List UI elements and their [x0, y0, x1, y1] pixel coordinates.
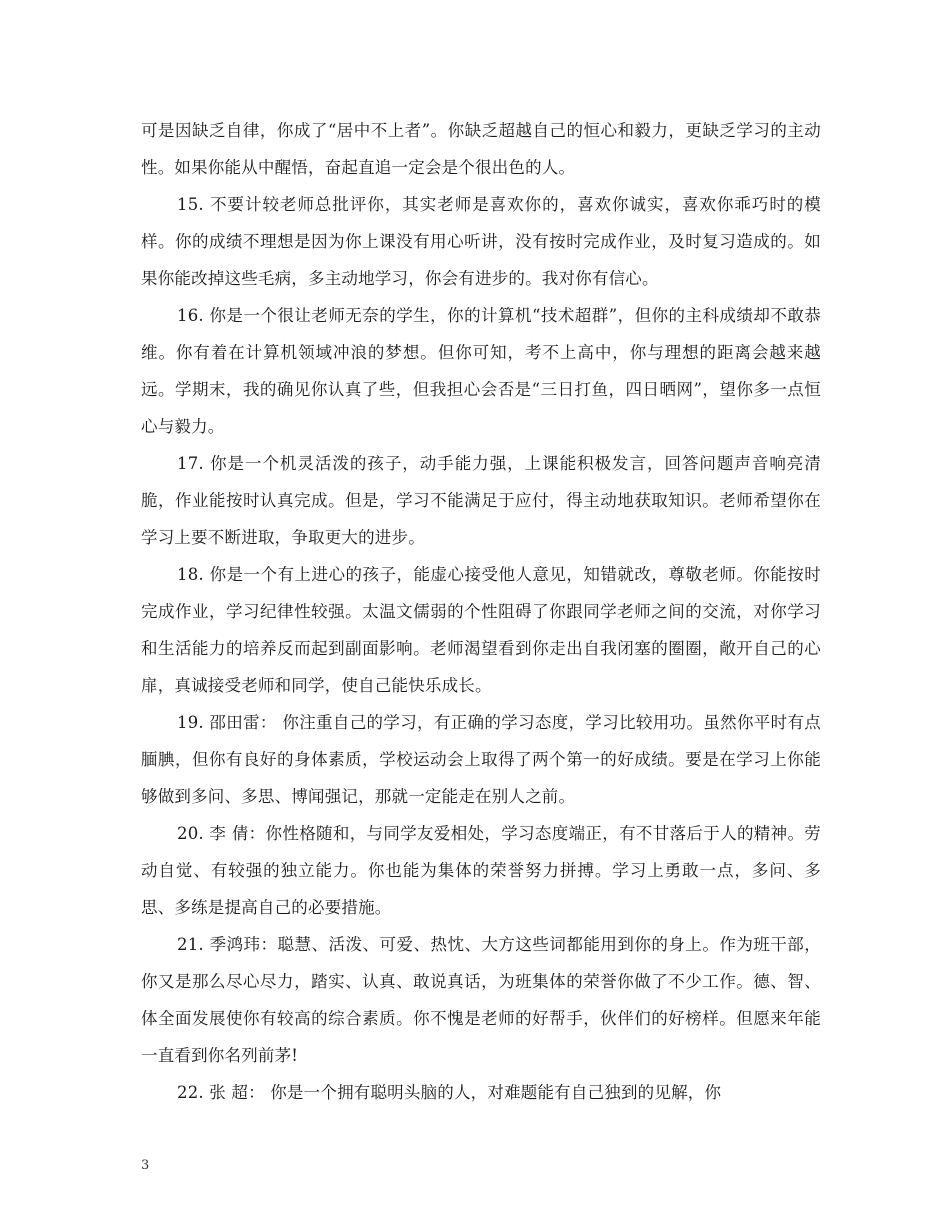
paragraph-20: 20. 李 倩：你性格随和，与同学友爱相处，学习态度端正，有不甘落后于人的精神。劳动自觉、有较强的独立能力。你也能为集体的荣誉努力拼搏。学习上勇敢一点，多问、多思、多练是提高自己的必要措施。 — [141, 824, 821, 917]
paragraph-17: 17. 你是一个机灵活泼的孩子，动手能力强，上课能积极发言，回答问题声音响亮清脆，作业能按时认真完成。但是，学习不能满足于应付，得主动地获取知识。老师希望你在学习上要不断进取，争取更大的进步。 — [141, 454, 821, 547]
paragraph-15: 15. 不要计较老师总批评你，其实老师是喜欢你的，喜欢你诚实，喜欢你乖巧时的模样。你的成绩不理想是因为你上课没有用心听讲，没有按时完成作业，及时复习造成的。如果你能改掉这些毛病，多主动地学习，你会有进步的。我对你有信心。 — [141, 195, 821, 288]
paragraph-18: 18. 你是一个有上进心的孩子，能虚心接受他人意见，知错就改，尊敬老师。你能按时完成作业，学习纪律性较强。太温文儒弱的个性阻碍了你跟同学老师之间的交流，对你学习和生活能力的培养反而起到副面影响。老师渴望看到你走出自我闭塞的圈圈，敞开自己的心扉，真诚接受老师和同学，使自己能快乐成长。 — [141, 565, 821, 695]
paragraph-22: 22. 张 超： 你是一个拥有聪明头脑的人，对难题能有自己独到的见解，你 — [177, 1083, 722, 1102]
document-body — [141, 112, 821, 1111]
page-number: 3 — [141, 1158, 150, 1173]
paragraph-continuation: 可是因缺乏自律，你成了“居中不上者”。你缺乏超越自己的恒心和毅力，更缺乏学习的主动性。如果你能从中醒悟，奋起直追一定会是个很出色的人。 — [141, 121, 821, 177]
paragraph-21: 21. 季鸿玮：聪慧、活泼、可爱、热忱、大方这些词都能用到你的身上。作为班干部，你又是那么尽心尽力，踏实、认真、敢说真话，为班集体的荣誉你做了不少工作。德、智、体全面发展使你有较高的综合素质。你不愧是老师的好帮手，伙伴们的好榜样。但愿来年能一直看到你名列前茅! — [141, 935, 821, 1065]
paragraph-19: 19. 邵田雷： 你注重自己的学习，有正确的学习态度，学习比较用功。虽然你平时有点腼腆，但你有良好的身体素质，学校运动会上取得了两个第一的好成绩。要是在学习上你能够做到多问、多思、博闻强记，那就一定能走在别人之前。 — [141, 713, 821, 806]
paragraph-16: 16. 你是一个很让老师无奈的学生，你的计算机“技术超群”，但你的主科成绩却不敢恭维。你有着在计算机领域冲浪的梦想。但你可知，考不上高中，你与理想的距离会越来越远。学期末，我的确见你认真了些，但我担心会否是“三日打鱼，四日晒网”，望你多一点恒心与毅力。 — [141, 306, 821, 436]
